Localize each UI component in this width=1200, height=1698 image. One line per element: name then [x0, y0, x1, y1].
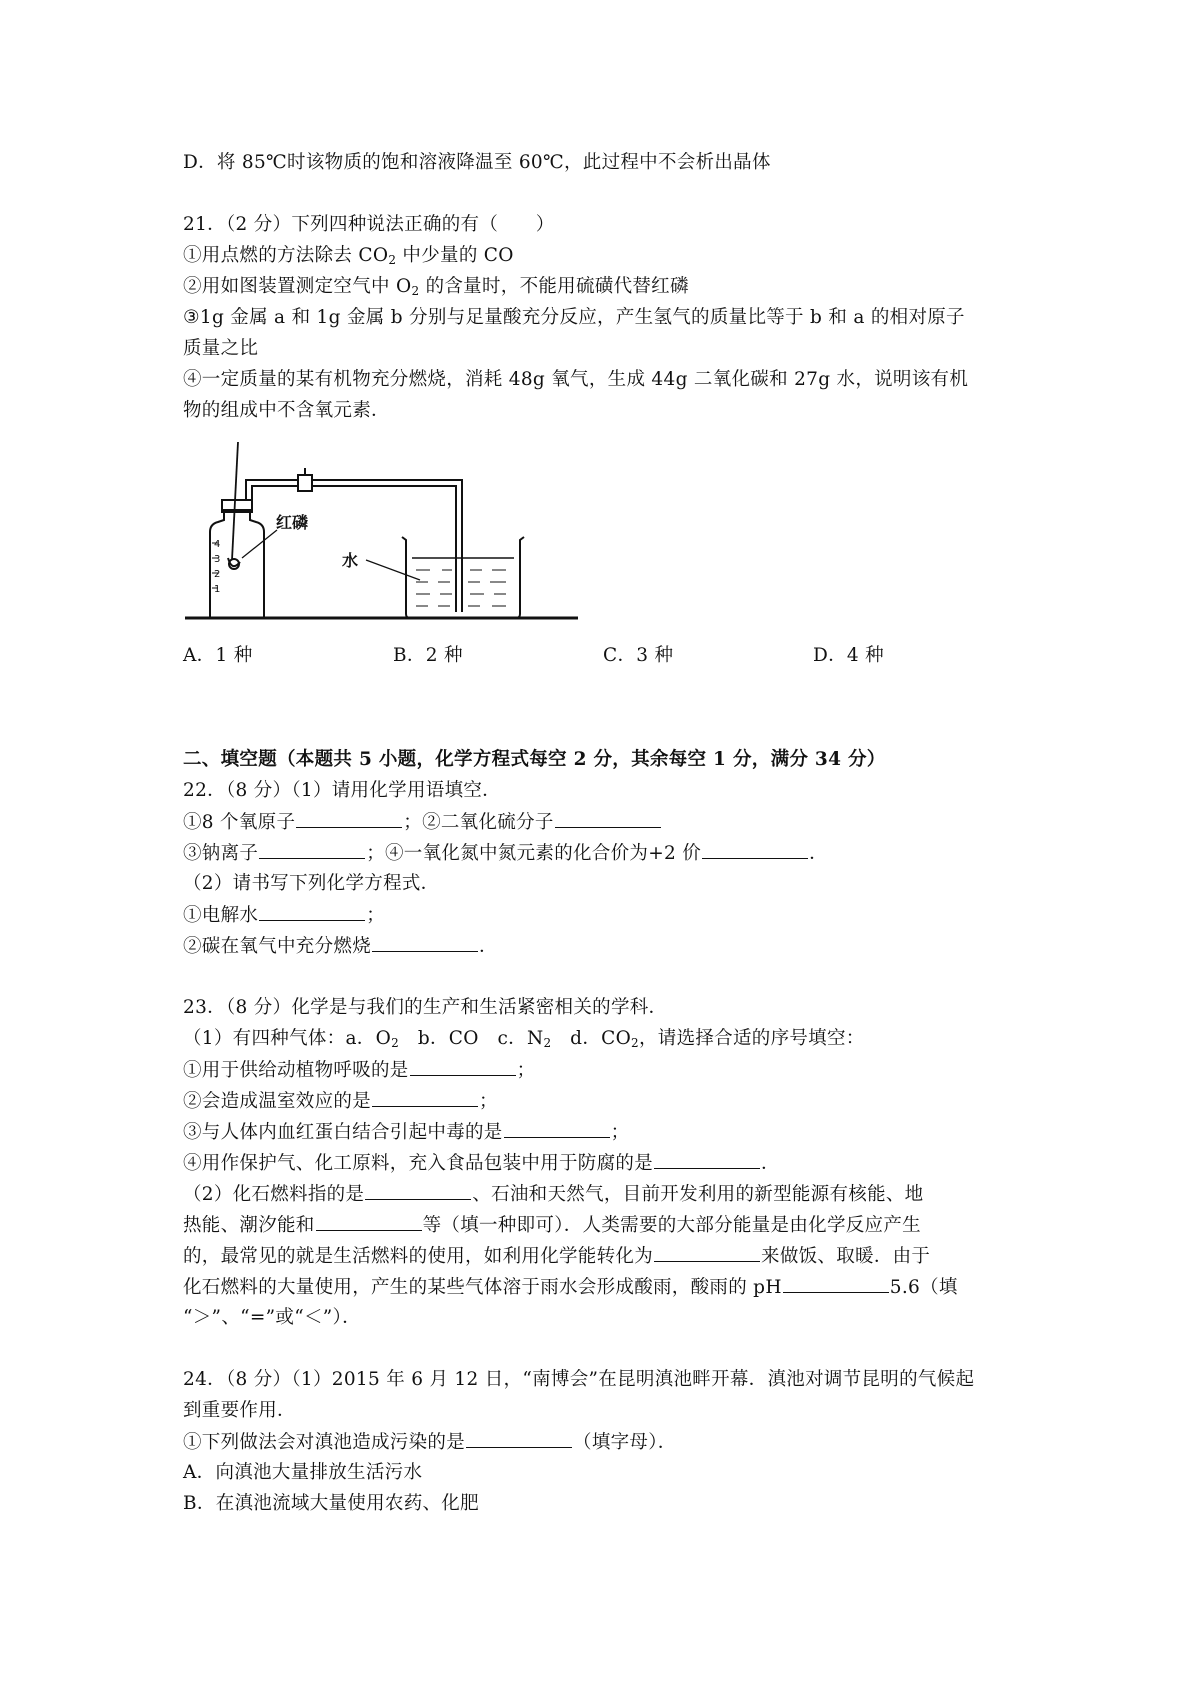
q21-stem: 21．（2 分）下列四种说法正确的有（ ） — [183, 214, 555, 235]
bottle-tick-3: 3 — [214, 554, 221, 565]
q21-statement-1: ①用点燃的方法除去 $CO_2$ 中少量的 CO — [183, 245, 514, 267]
air-oxygen-apparatus-figure — [180, 440, 580, 625]
answer-blank[interactable] — [372, 1088, 478, 1107]
answer-blank[interactable] — [410, 1057, 516, 1076]
section-2-heading: 二、填空题（本题共 5 小题，化学方程式每空 2 分，其余每空 1 分，满分 34 分） — [183, 749, 886, 770]
q22-part-2: （2）请书写下列化学方程式． — [183, 873, 440, 894]
label-water: 水 — [342, 551, 359, 570]
q23-item-1: ①用于供给动植物呼吸的是 ； — [183, 1057, 535, 1084]
bottle-tick-4: 4 — [214, 539, 221, 550]
q21-statement-3b: 质量之比 — [183, 338, 259, 359]
answer-blank[interactable] — [316, 1212, 422, 1231]
q21-statement-4a: ④一定质量的某有机物充分燃烧，消耗 48g 氧气，生成 44g 二氧化碳和 27g 水，说明该有机 — [183, 369, 969, 390]
q24-stem-1: 24．（8 分）（1）2015 年 6 月 12 日，“南博会”在昆明滇池畔开幕．滇池对调节昆明的气候起 — [183, 1369, 975, 1390]
answer-blank[interactable] — [702, 840, 808, 859]
q21-statement-3a: ③1g 金属 a 和 1g 金属 b 分别与足量酸充分反应，产生氢气的质量比等于 b 和 a 的相对原子 — [183, 307, 965, 328]
q22-line-4: ②碳在氧气中充分燃烧 ． — [183, 933, 498, 960]
q24-option-b[interactable]: B．在滇池流域大量使用农药、化肥 — [183, 1493, 479, 1514]
q21-option-b[interactable]: B．2 种 — [393, 645, 463, 666]
q24-item-1: ①下列做法会对滇池造成污染的是 （填字母）． — [183, 1429, 677, 1456]
q24-option-a[interactable]: A．向滇池大量排放生活污水 — [183, 1462, 423, 1483]
answer-blank[interactable] — [783, 1274, 889, 1293]
answer-blank[interactable] — [504, 1119, 610, 1138]
q23-part-1: （1）有四种气体：a．$O_2$ b．CO c．$N_2$ d．$CO_2$，请选择合适的序号填空： — [183, 1028, 865, 1050]
q22-line-3: ①电解水 ； — [183, 902, 385, 929]
q23-stem: 23．（8 分）化学是与我们的生产和生活紧密相关的学科． — [183, 997, 668, 1018]
q24-stem-2: 到重要作用． — [183, 1400, 296, 1421]
q22-line-2: ③钠离子 ；④一氧化氮中氮元素的化合价为+2 价 ． — [183, 840, 828, 867]
option-d-line: D．将 85℃时该物质的饱和溶液降温至 60℃，此过程中不会析出晶体 — [183, 152, 771, 173]
delivery-tube-inner — [252, 486, 456, 612]
answer-blank[interactable] — [654, 1150, 760, 1169]
q23-item-2: ②会造成温室效应的是 ； — [183, 1088, 498, 1115]
q21-option-c[interactable]: C．3 种 — [603, 645, 674, 666]
q21-option-a[interactable]: A．1 种 — [183, 645, 253, 666]
q22-line-1: ①8 个氧原子 ；②二氧化硫分子 — [183, 809, 662, 836]
q23-part-2-line-1: （2）化石燃料指的是 、石油和天然气，目前开发利用的新型能源有核能、地 — [183, 1181, 923, 1208]
answer-blank[interactable] — [296, 809, 402, 828]
q21-statement-2: ②用如图装置测定空气中 $O_2$ 的含量时，不能用硫磺代替红磷 — [183, 276, 689, 298]
bottle-tick-2: 2 — [214, 569, 221, 580]
q23-part-2-line-2: 热能、潮汐能和 等（填一种即可）．人类需要的大部分能量是由化学反应产生 — [183, 1212, 921, 1239]
answer-blank[interactable] — [555, 809, 661, 828]
q21-options — [183, 643, 1003, 669]
bottle-tick-1: 1 — [214, 584, 221, 595]
q22-stem: 22．（8 分）（1）请用化学用语填空． — [183, 780, 501, 801]
label-red-phosphorus: 红磷 — [276, 513, 309, 532]
answer-blank[interactable] — [259, 902, 365, 921]
q21-statement-4b: 物的组成中不含氧元素． — [183, 400, 390, 421]
answer-blank[interactable] — [654, 1243, 760, 1262]
answer-blank[interactable] — [466, 1429, 572, 1448]
q21-option-d[interactable]: D．4 种 — [813, 645, 884, 666]
q23-part-2-line-5: “＞”、“=”或“＜”）． — [183, 1307, 361, 1328]
tube-clamp — [298, 475, 312, 491]
delivery-tube — [246, 480, 462, 612]
answer-blank[interactable] — [365, 1181, 471, 1200]
q23-item-3: ③与人体内血红蛋白结合引起中毒的是 ； — [183, 1119, 629, 1146]
q23-part-2-line-4: 化石燃料的大量使用，产生的某些气体溶于雨水会形成酸雨，酸雨的 pH 5.6（填 — [183, 1274, 958, 1301]
q23-part-2-line-3: 的，最常见的就是生活燃料的使用，如利用化学能转化为 来做饭、取暖．由于 — [183, 1243, 930, 1270]
q23-item-4: ④用作保护气、化工原料，充入食品包装中用于防腐的是 ． — [183, 1150, 780, 1177]
answer-blank[interactable] — [259, 840, 365, 859]
answer-blank[interactable] — [372, 933, 478, 952]
